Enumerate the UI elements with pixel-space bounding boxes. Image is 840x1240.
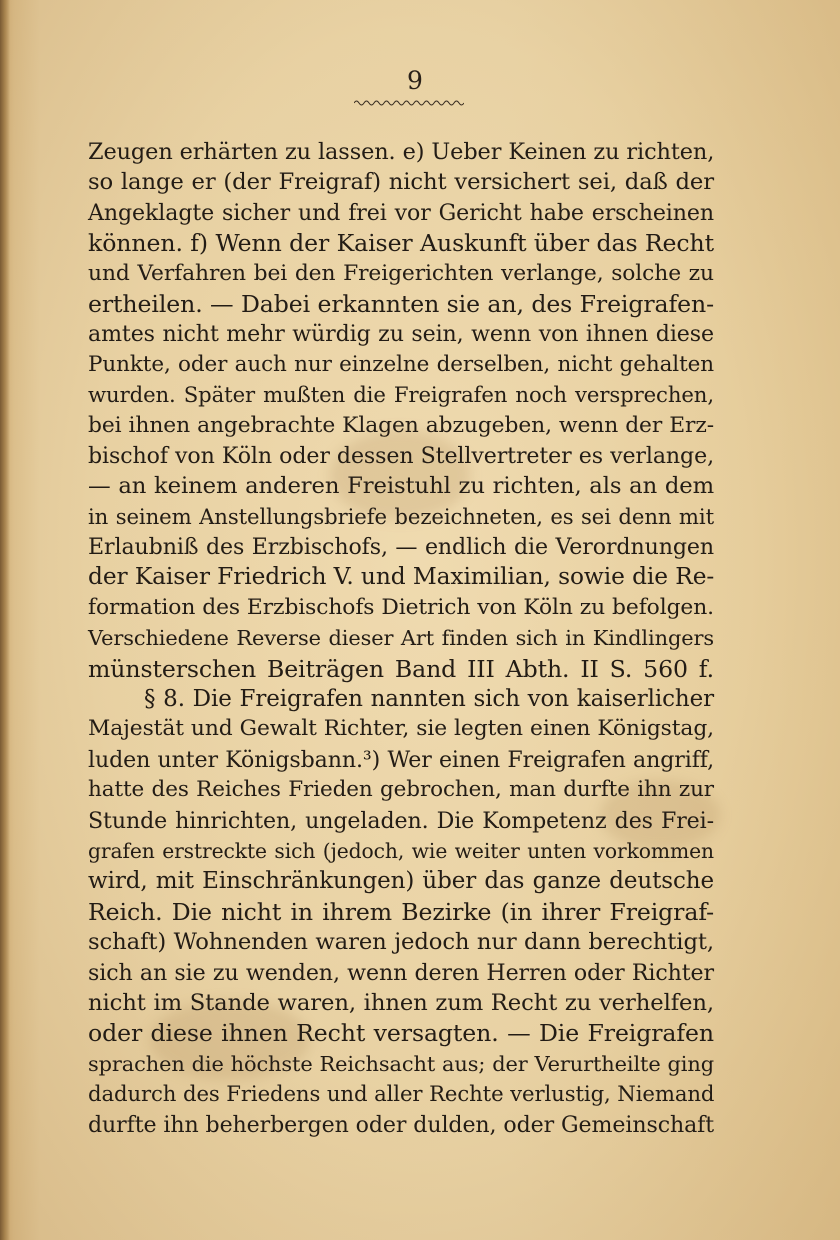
text-line: hatte des Reiches Frieden gebrochen, man durfte ihn zur <box>88 777 714 803</box>
text-line: oder diese ihnen Recht versagten. — Die Freigrafen <box>88 1019 714 1048</box>
text-line: Angeklagte sicher und frei vor Gericht habe erscheinen <box>88 199 714 226</box>
text-line: können. f) Wenn der Kaiser Auskunft über das Recht <box>88 229 714 258</box>
text-line: ertheilen. — Dabei erkannten sie an, des Freigrafen- <box>88 289 714 318</box>
text-line: so lange er (der Freigraf) nicht versichert sei, daß der <box>88 169 714 196</box>
text-line: Zeugen erhärten zu lassen. e) Ueber Keinen zu richten, <box>88 139 715 165</box>
text-line: bei ihnen angebrachte Klagen abzugeben, wenn der Erz- <box>88 412 714 438</box>
text-line: grafen erstreckte sich (jedoch, wie weiter unten vorkommen <box>88 838 714 863</box>
text-line: der Kaiser Friedrich V. und Maximilian, sowie die Re- <box>88 563 715 591</box>
paragraph-start-line: § 8. Die Freigrafen nannten sich von kaiserlicher <box>144 686 714 713</box>
text-line: bischof von Köln oder dessen Stellvertreter es verlange, <box>88 442 714 469</box>
text-line: Majestät und Gewalt Richter, sie legten einen Königstag, <box>88 716 714 742</box>
text-line: in seinem Anstellungsbriefe bezeichneten, es sei denn mit <box>88 503 714 529</box>
text-line: sich an sie zu wenden, wenn deren Herren oder Richter <box>88 959 714 986</box>
text-line: amtes nicht mehr würdig zu sein, wenn von ihnen diese <box>88 321 714 348</box>
text-line: — an keinem anderen Freistuhl zu richten, als an dem <box>88 473 714 500</box>
page-number: 9 <box>407 66 423 95</box>
text-line: Verschiedene Reverse dieser Art finden sich in Kindlingers <box>88 626 714 651</box>
text-line: Stunde hinrichten, ungeladen. Die Kompetenz des Frei- <box>88 807 714 834</box>
page-binding-edge <box>0 0 10 1240</box>
text-line: nicht im Stande waren, ihnen zum Recht zu verhelfen, <box>88 989 714 1016</box>
text-line: luden unter Königsbann.³) Wer einen Freigrafen angriff, <box>88 746 714 773</box>
text-line: münsterschen Beiträgen Band III Abth. II S. 560 f. <box>88 654 714 683</box>
text-line: wird, mit Einschränkungen) über das ganze deutsche <box>88 868 714 895</box>
text-line: wurden. Später mußten die Freigrafen noch versprechen, <box>88 382 714 408</box>
ornament-divider-icon <box>354 99 464 107</box>
text-line: und Verfahren bei den Freigerichten verlange, solche zu <box>88 260 714 286</box>
text-line: Reich. Die nicht in ihrem Bezirke (in ihrer Freigraf- <box>88 897 714 926</box>
text-line: durfte ihn beherbergen oder dulden, oder Gemeinschaft <box>88 1111 715 1138</box>
body-text <box>88 137 714 1140</box>
text-line: formation des Erzbischofs Dietrich von Köln zu befolgen. <box>88 594 714 620</box>
text-line: Erlaubniß des Erzbischofs, — endlich die Verordnungen <box>88 534 714 561</box>
text-line: dadurch des Friedens und aller Rechte verlustig, Niemand <box>88 1081 715 1107</box>
text-line: schaft) Wohnenden waren jedoch nur dann berechtigt, <box>88 929 714 956</box>
text-line: Punkte, oder auch nur einzelne derselben, nicht gehalten <box>88 351 714 377</box>
text-line: sprachen die höchste Reichsacht aus; der Verurtheilte ging <box>88 1051 714 1076</box>
